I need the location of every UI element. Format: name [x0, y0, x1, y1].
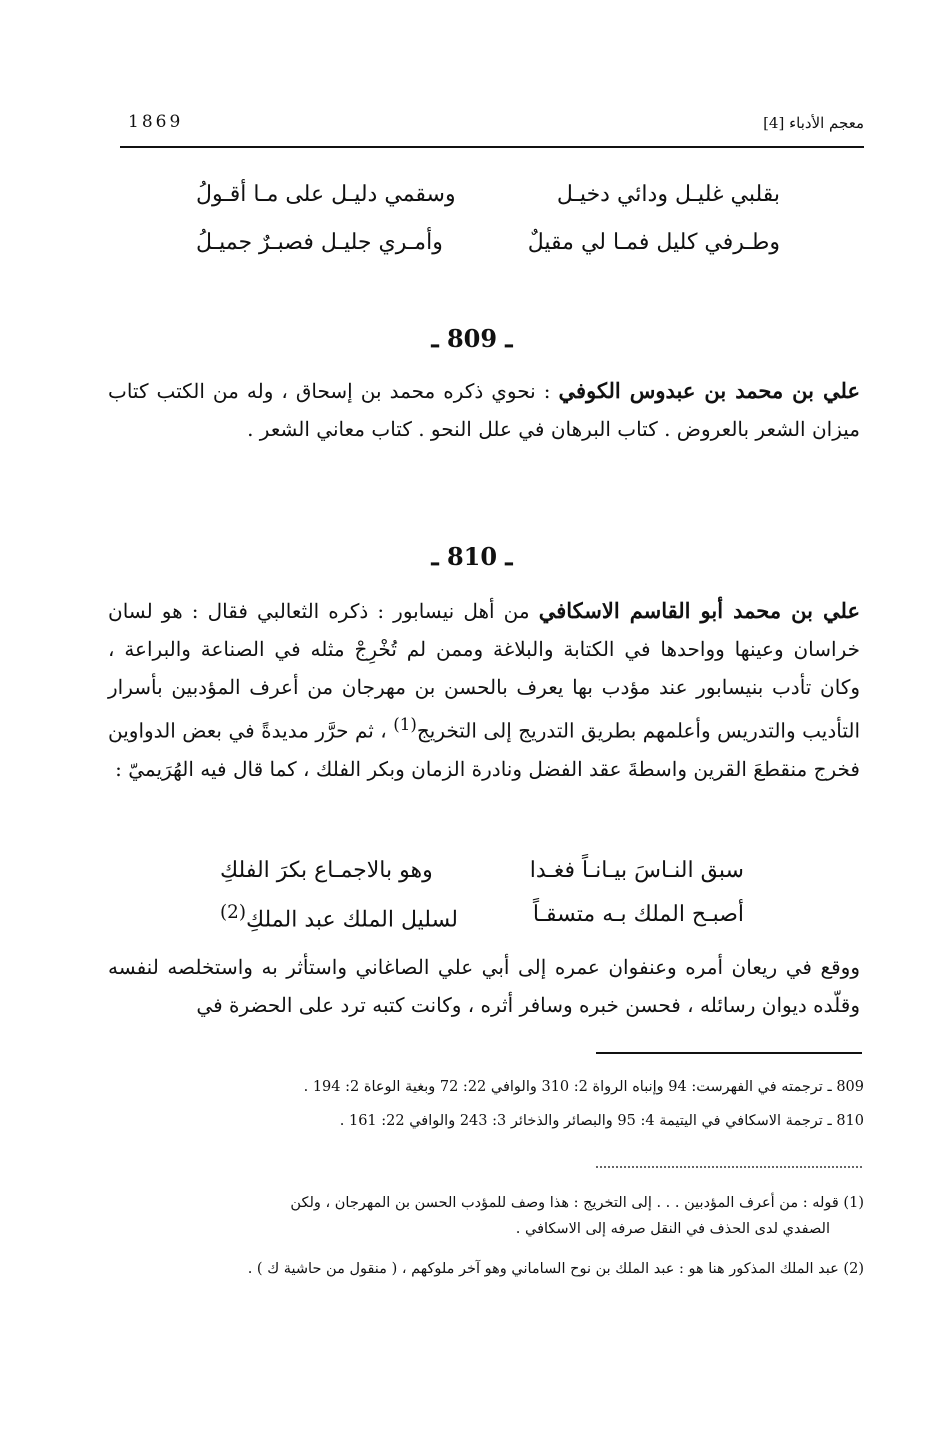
entry-809-body: : نحوي ذكره محمد بن إسحاق ، وله من الكتب كتاب ميزان الشعر بالعروض . كتاب البرهان في علل النحو . كتاب معاني الشعر .: [108, 379, 860, 441]
footnote-1-line1: قوله : من أعرف المؤدبين . . . إلى التخريج : هذا وصف للمؤدب الحسن بن المهرجان ، ولكن: [290, 1195, 839, 1211]
source-note-809: 809 ـ ترجمته في الفهرست: 94 وإنباه الرواة 2: 310 والوافي 22: 72 وبغية الوعاة 2: 194 .: [303, 1079, 864, 1095]
entry-810-body-b: ، ثم حرَّر مديدةً في بعض الدواوين فخرج منقطعَ القرين واسطةَ عقد الفضل ونادرة الزمان وبكر الفلك ، كما قال فيه الهُرَيميّ :: [108, 718, 860, 781]
verse-line: [220, 902, 744, 944]
dotted-separator: [596, 1166, 862, 1168]
verse-hemistich-first: وطـرفي كليل فمـا لي مقيلٌ: [527, 230, 780, 255]
verse-hemistich-second: [220, 902, 458, 932]
verse-hemistich-second: وسقمي دليـل على مـا أقـولُ: [196, 182, 456, 207]
verse-hemistich-first: أصبـح الملك بـه متسقـاً: [532, 902, 744, 927]
entry-810-body-a: من أهل نيسابور : ذكره الثعالبي فقال : هو لسان خراسان وعينها وواحدها في الكتابة والبلاغة وممن لم تُخْرِجْ مثله في الصناعة والبراعة ، وكان تأدب بنيسابور عند مؤدب بها يعرف بالحسن بن مهرجان من أعرف المؤدبين بأسرار التأديب والتدريس وأعلمهم بطريق التدريج إلى التخريج: [108, 599, 861, 743]
footnote-1-marker: (1): [843, 1195, 864, 1211]
header-rule: [120, 146, 864, 148]
verse-hemistich-text: لسليل الملك عبد الملكِ: [245, 907, 458, 933]
entry-number-810: ـ 810 ـ: [431, 542, 513, 571]
footnote-2: [108, 1256, 864, 1282]
entry-810-name: علي بن محمد أبو القاسم الاسكافي: [538, 598, 860, 623]
entry-809-name: علي بن محمد بن عبدوس الكوفي: [558, 378, 860, 403]
footnote-1: [108, 1190, 864, 1242]
source-note-810: 810 ـ ترجمة الاسكافي في اليتيمة 4: 95 والبصائر والذخائر 3: 243 والوافي 22: 161 .: [339, 1113, 864, 1129]
verse-line: [220, 858, 744, 900]
verse-hemistich-first: بقلبي غليـل ودائي دخيـل: [556, 182, 780, 207]
verse-hemistich-second: وأمـري جليـل فصبـرٌ جميـلُ: [196, 230, 443, 255]
footnote-1-line2: الصفدي لدى الحذف في النقل صرفه إلى الاسكافي .: [515, 1221, 830, 1237]
entry-810-text: [108, 592, 860, 788]
verse-line: [196, 182, 780, 224]
running-title: معجم الأدباء [4]: [763, 114, 864, 132]
footnote-2-text: عبد الملك المذكور هنا هو : عبد الملك بن نوح الساماني وهو آخر ملوكهم ، ( منقول من حاشية ك ) .: [247, 1261, 839, 1277]
footnote-separator: [596, 1052, 862, 1054]
entry-810-continuation: ووقع في ريعان أمره وعنفوان عمره إلى أبي علي الصاغاني واستأثر به واستخلصه لنفسه وقلّده ديوان رسائله ، فحسن خبره وسافر أثره ، وكانت كتبه ترد على الحضرة في: [108, 955, 860, 1017]
page-number: 1869: [128, 112, 184, 132]
entry-809-text: [108, 372, 860, 448]
verse-line: [196, 230, 780, 272]
verse-hemistich-first: سبق النـاسَ بيـانـاً فغـدا: [529, 858, 744, 883]
footnote-2-marker: (2): [843, 1261, 864, 1277]
verse-hemistich-second: وهو بالاجمـاع بكرَ الفلكِ: [220, 858, 433, 883]
footnote-marker-2: (2): [220, 902, 246, 923]
entry-number-809: ـ 809 ـ: [431, 324, 513, 353]
page-header: [120, 108, 864, 148]
footnote-marker-1: (1): [393, 715, 417, 734]
